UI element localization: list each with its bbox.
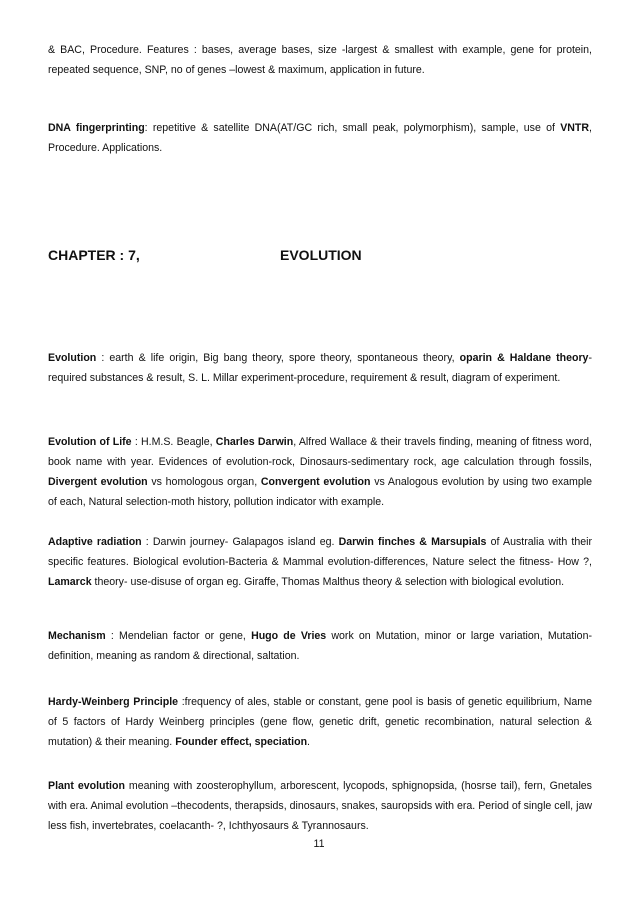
text-run: of Australia with their specific features. Biological evolution-Bacteria & Mammal evolution-differences, Nature select the fitness- How ?,: [48, 536, 592, 568]
bold-term: Mechanism: [48, 630, 106, 642]
bold-term: Evolution of Life: [48, 436, 132, 448]
text-run: meaning with zoosterophyllum, arborescent, lycopods, sphignopsida, (hosrse tail), fern, Gnetales with era. Animal evolution –thecodents, therapsids, dinosaurs, snakes, sauropsids with era. Period of single cell, jaw less fish, invertebrates, coelacanth- ?, Ichthyosaurs & Tyrannosaurs.: [48, 780, 592, 832]
page-number: 11: [313, 838, 325, 850]
chapter-label: CHAPTER : 7,: [48, 247, 140, 263]
paragraph-hardy-weinberg: [48, 692, 592, 752]
bold-term: Divergent evolution: [48, 476, 148, 488]
text-run: .: [307, 736, 310, 748]
text-run: : repetitive & satellite DNA(AT/GC rich, small peak, polymorphism), sample, use of: [144, 122, 561, 134]
text-run: :frequency of ales, stable or constant, gene pool is basis of genetic equilibrium, Name of 5 factors of Hardy Weinberg principles (gene flow, genetic drift, genetic recombination, natural selection & mutation) & their meaning.: [48, 696, 592, 748]
chapter-title: EVOLUTION: [280, 247, 362, 263]
paragraph-mechanism: [48, 626, 592, 666]
bold-term: Charles Darwin: [215, 436, 294, 448]
bold-term: Convergent evolution: [260, 476, 371, 488]
text-run: , Alfred Wallace & their travels finding, meaning of fitness word, book name with year. Evidences of evolution-rock, Dinosaurs-sedimentary rock, age calculation through fossils,: [48, 436, 592, 468]
bold-term: Hugo de Vries: [251, 630, 327, 642]
bold-term: Hardy-Weinberg Principle: [48, 696, 179, 708]
bold-term: Lamarck: [48, 576, 92, 588]
text-run: : H.M.S. Beagle,: [131, 436, 216, 448]
bold-term: Darwin finches & Marsupials: [338, 536, 487, 548]
text-run: , Procedure. Applications.: [48, 122, 592, 154]
bold-term: oparin & Haldane theory: [459, 352, 589, 364]
paragraph-adaptive-radiation: [48, 532, 592, 592]
paragraph-evolution-of-life: [48, 432, 592, 512]
bold-term: Adaptive radiation: [48, 536, 142, 548]
text-run: vs homologous organ,: [147, 476, 261, 488]
paragraph-bac-procedure: [48, 40, 592, 80]
text-run: : Darwin journey- Galapagos island eg.: [141, 536, 339, 548]
paragraph-evolution: [48, 348, 592, 388]
text-run: & BAC, Procedure. Features : bases, average bases, size -largest & smallest with example, gene for protein, repeated sequence, SNP, no of genes –lowest & maximum, application in future.: [48, 44, 592, 76]
text-run: theory- use-disuse of organ eg. Giraffe, Thomas Malthus theory & selection with biological evolution.: [91, 576, 565, 588]
text-run: : earth & life origin, Big bang theory, spore theory, spontaneous theory,: [96, 352, 460, 364]
bold-term: Founder effect, speciation: [175, 736, 308, 748]
text-run: -required substances & result, S. L. Millar experiment-procedure, requirement & result, diagram of experiment.: [48, 352, 592, 384]
bold-term: VNTR: [560, 122, 590, 134]
chapter-heading: [48, 247, 592, 271]
text-run: work on Mutation, minor or large variation, Mutation-definition, meaning as random & directional, saltation.: [48, 630, 592, 662]
paragraph-dna-fingerprinting: [48, 118, 592, 158]
paragraph-plant-evolution: [48, 776, 592, 836]
text-run: vs Analogous evolution by using two example of each, Natural selection-moth history, pollution indicator with example.: [48, 476, 592, 508]
bold-term: Plant evolution: [48, 780, 125, 792]
bold-term: Evolution: [48, 352, 97, 364]
text-run: : Mendelian factor or gene,: [105, 630, 252, 642]
bold-term: DNA fingerprinting: [48, 122, 145, 134]
